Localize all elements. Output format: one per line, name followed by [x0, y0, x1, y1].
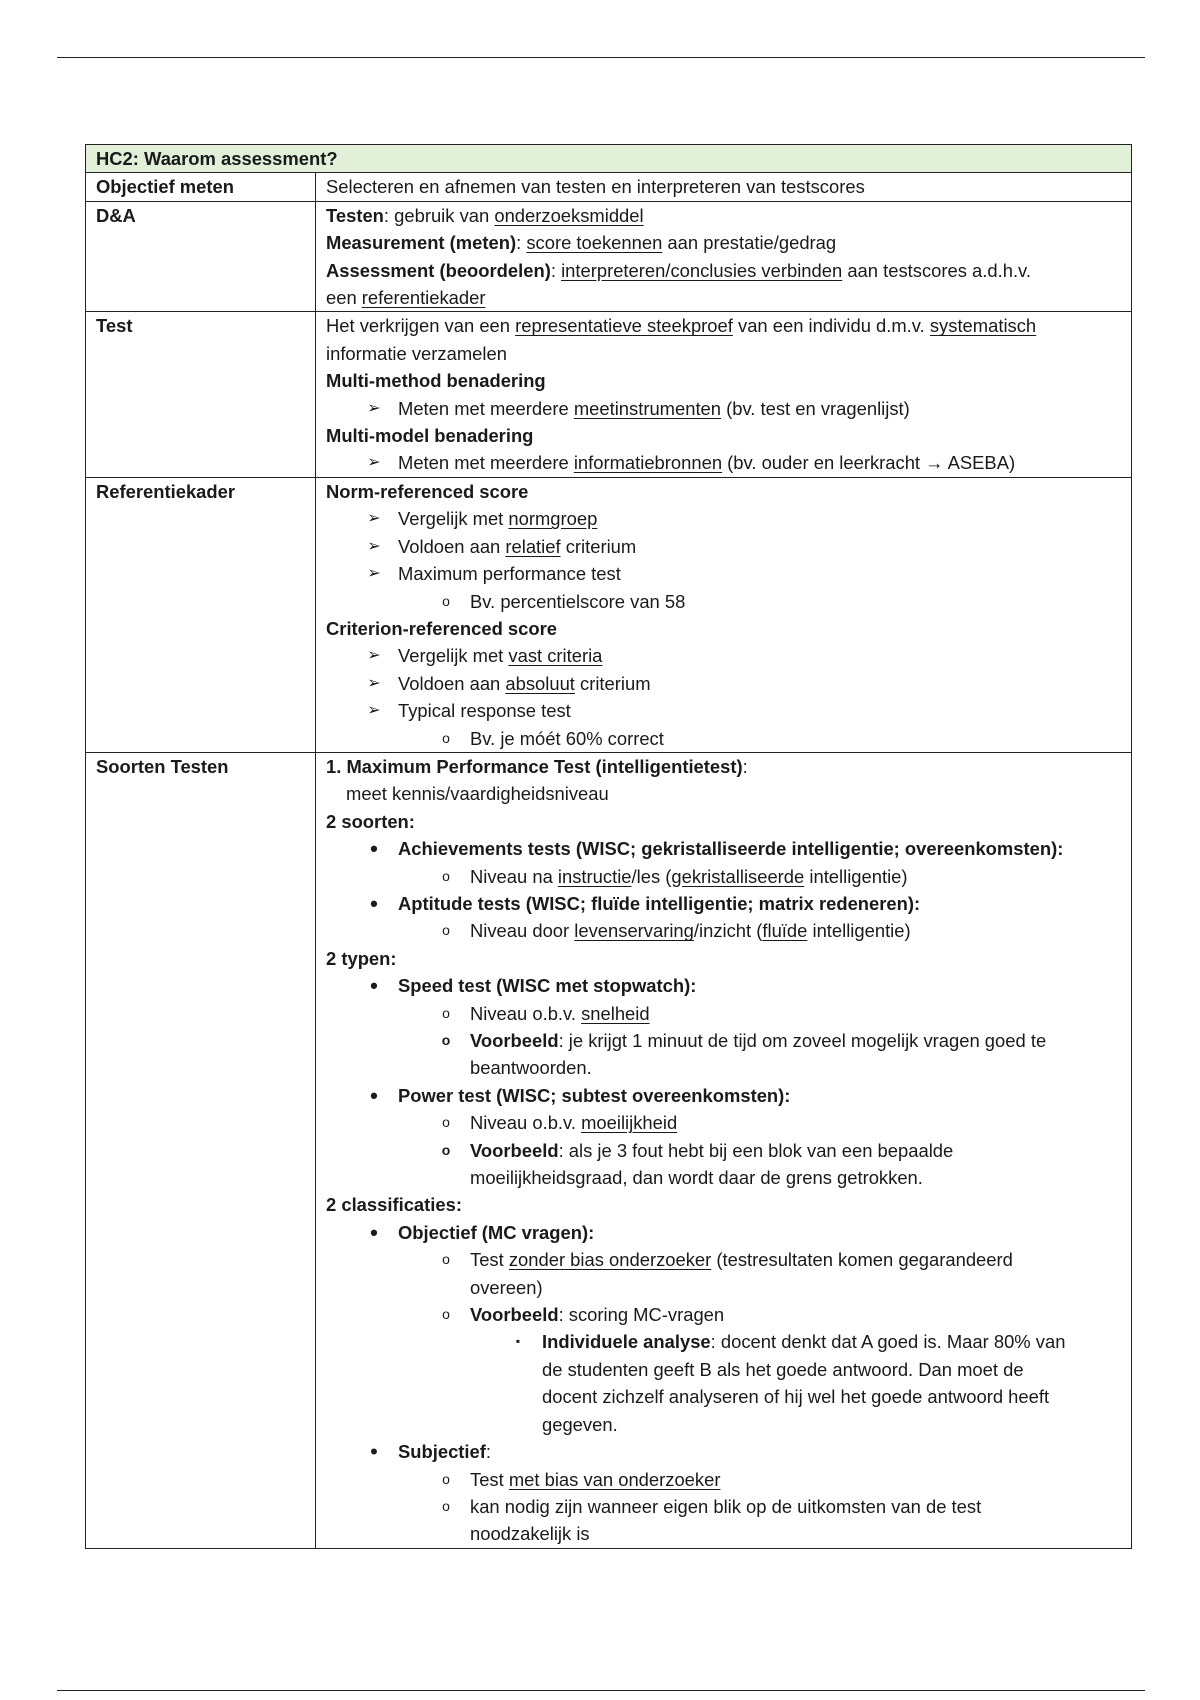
list-item: ➢ Maximum performance test — [326, 560, 1121, 587]
list-item: o Voorbeeld: als je 3 fout hebt bij een blok van een bepaalde — [326, 1137, 1121, 1164]
testen-line: Testen: gebruik van onderzoeksmiddel — [326, 204, 644, 226]
circle-bullet-icon: o — [441, 1032, 451, 1048]
notes-table — [85, 144, 1132, 1549]
circle-bullet-icon: o — [442, 1004, 450, 1021]
circle-bullet-icon: o — [442, 1470, 450, 1487]
list-item-continuation: moeilijkheidsgraad, dan wordt daar de grens getrokken. — [470, 1167, 923, 1189]
square-bullet-icon: ▪ — [515, 1334, 521, 1349]
list-item-continuation: de studenten geeft B als het goede antwoord. Dan moet de — [542, 1358, 1024, 1380]
row-label: Referentiekader — [86, 477, 316, 752]
measurement-line: Measurement (meten): score toekennen aan prestatie/gedrag — [326, 232, 837, 254]
soorten-heading: 2 soorten: — [326, 810, 415, 832]
circle-bullet-icon: o — [442, 922, 450, 939]
list-item: o Bv. je móét 60% correct — [326, 725, 1121, 752]
list-item: • Achievements tests (WISC; gekristalliseerde intelligentie; overeenkomsten): — [326, 835, 1121, 862]
circle-bullet-icon: o — [441, 1141, 451, 1158]
dot-bullet-icon: • — [370, 1219, 378, 1245]
row-label: Test — [86, 312, 316, 477]
classificaties-heading: 2 classificaties: — [326, 1194, 462, 1216]
circle-bullet-icon: o — [442, 1251, 450, 1268]
typen-heading: 2 typen: — [326, 947, 397, 969]
list-item: o Test met bias van onderzoeker — [326, 1466, 1121, 1493]
footer-rule — [57, 1690, 1145, 1691]
list-item: o Voorbeeld: je krijgt 1 minuut de tijd om zoveel mogelijk vragen goed te — [326, 1027, 1121, 1054]
dot-bullet-icon: • — [370, 890, 378, 916]
row-label: Soorten Testen — [86, 752, 316, 1548]
test-definition: Het verkrijgen van een representatieve steekproef van een individu d.m.v. systematisch — [326, 315, 1037, 337]
list-item: ➢ Voldoen aan absoluut criterium — [326, 670, 1121, 697]
row-test — [86, 312, 1132, 477]
list-item: ➢ Voldoen aan relatief criterium — [326, 533, 1121, 560]
dot-bullet-icon: • — [370, 973, 378, 999]
list-item-continuation: docent zichzelf analyseren of hij wel het goede antwoord heeft — [542, 1386, 1050, 1408]
circle-bullet-icon: o — [442, 1306, 450, 1323]
arrow-bullet-icon: ➢ — [367, 565, 381, 583]
list-item: o kan nodig zijn wanneer eigen blik op de uitkomsten van de test — [326, 1493, 1121, 1520]
norm-heading: Norm-referenced score — [326, 480, 529, 502]
row-label: D&A — [86, 201, 316, 312]
list-item: • Power test (WISC; subtest overeenkomsten): — [326, 1082, 1121, 1109]
mpt-heading: 1. Maximum Performance Test (intelligentietest): — [326, 755, 748, 777]
list-item: ➢ Typical response test — [326, 697, 1121, 724]
list-item: o Test zonder bias onderzoeker (testresultaten komen gegarandeerd — [326, 1246, 1121, 1273]
objectief-text: Selecteren en afnemen van testen en interpreteren van testscores — [326, 176, 865, 198]
row-da — [86, 201, 1132, 312]
arrow-bullet-icon: ➢ — [367, 399, 381, 417]
multi-model-heading: Multi-model benadering — [326, 425, 534, 447]
list-item: o Bv. percentielscore van 58 — [326, 588, 1121, 615]
dot-bullet-icon: • — [370, 1439, 378, 1465]
row-objectief — [86, 173, 1132, 201]
circle-bullet-icon: o — [442, 867, 450, 884]
test-definition-2: informatie verzamelen — [326, 342, 507, 364]
arrow-bullet-icon: ➢ — [367, 454, 381, 472]
list-item: • Speed test (WISC met stopwatch): — [326, 972, 1121, 999]
row-content — [316, 312, 1132, 477]
list-item-continuation: beantwoorden. — [470, 1057, 592, 1079]
list-item: o Niveau na instructie/les (gekristalliseerde intelligentie) — [326, 863, 1121, 890]
mpt-description: meet kennis/vaardigheidsniveau — [346, 783, 609, 805]
list-item: • Objectief (MC vragen): — [326, 1219, 1121, 1246]
row-content — [316, 752, 1132, 1548]
circle-bullet-icon: o — [442, 1497, 450, 1514]
list-item: ➢ Meten met meerdere informatiebronnen (bv. ouder en leerkracht → ASEBA) — [326, 449, 1121, 476]
criterion-heading: Criterion-referenced score — [326, 617, 557, 639]
list-item: o Niveau o.b.v. moeilijkheid — [326, 1109, 1121, 1136]
list-item: • Aptitude tests (WISC; fluïde intelligentie; matrix redeneren): — [326, 890, 1121, 917]
arrow-bullet-icon: ➢ — [367, 702, 381, 720]
multi-method-heading: Multi-method benadering — [326, 370, 546, 392]
circle-bullet-icon: o — [442, 592, 450, 609]
assessment-line: Assessment (beoordelen): interpreteren/conclusies verbinden aan testscores a.d.h.v. — [326, 259, 1031, 281]
list-item: • Subjectief: — [326, 1438, 1121, 1465]
dot-bullet-icon: • — [370, 1082, 378, 1108]
row-content — [316, 201, 1132, 312]
circle-bullet-icon: o — [442, 729, 450, 746]
row-soorten-testen — [86, 752, 1132, 1548]
right-arrow-icon: → — [925, 452, 944, 474]
row-content — [316, 477, 1132, 752]
table-title: HC2: Waarom assessment? — [86, 145, 1132, 173]
list-item: ▪ Individuele analyse: docent denkt dat A goed is. Maar 80% van — [326, 1328, 1121, 1355]
list-item-continuation: noodzakelijk is — [470, 1523, 590, 1545]
row-label: Objectief meten — [86, 173, 316, 201]
circle-bullet-icon: o — [442, 1114, 450, 1131]
header-rule — [57, 57, 1145, 58]
list-item: ➢ Vergelijk met vast criteria — [326, 642, 1121, 669]
arrow-bullet-icon: ➢ — [367, 674, 381, 692]
dot-bullet-icon: • — [370, 836, 378, 862]
row-content — [316, 173, 1132, 201]
list-item: o Niveau door levenservaring/inzicht (fluïde intelligentie) — [326, 917, 1121, 944]
list-item: o Niveau o.b.v. snelheid — [326, 1000, 1121, 1027]
row-referentiekader — [86, 477, 1132, 752]
list-item-continuation: gegeven. — [542, 1413, 618, 1435]
arrow-bullet-icon: ➢ — [367, 537, 381, 555]
assessment-line-2: een referentiekader — [326, 287, 486, 309]
arrow-bullet-icon: ➢ — [367, 647, 381, 665]
title-row — [86, 145, 1132, 173]
list-item: ➢ Meten met meerdere meetinstrumenten (bv. test en vragenlijst) — [326, 395, 1121, 422]
list-item: o Voorbeeld: scoring MC-vragen — [326, 1301, 1121, 1328]
list-item-continuation: overeen) — [470, 1276, 543, 1298]
arrow-bullet-icon: ➢ — [367, 510, 381, 528]
list-item: ➢ Vergelijk met normgroep — [326, 505, 1121, 532]
